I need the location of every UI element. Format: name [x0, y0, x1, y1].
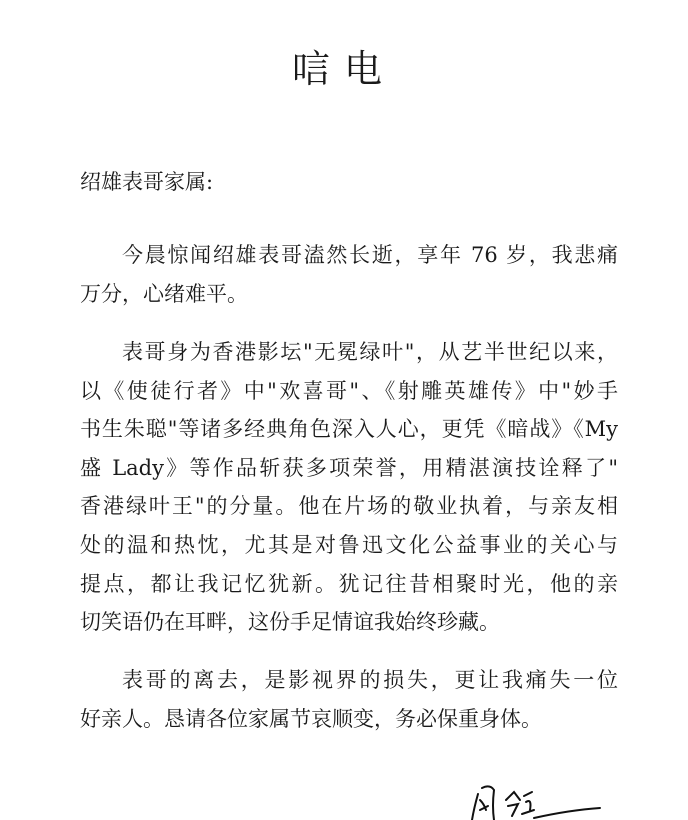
greeting: 绍雄表哥家属: [80, 170, 214, 194]
text-line: 今晨惊闻绍雄表哥溘然长逝，享年 76 岁，我悲痛 [122, 243, 618, 267]
text-line: 万分，心绪难平。 [80, 281, 248, 306]
paragraph-3 [80, 661, 618, 738]
text-line: 以《使徒行者》中"欢喜哥"、《射雕英雄传》中"妙手 [80, 378, 618, 403]
handwritten-signature [460, 780, 680, 820]
document-title: 唁电 [291, 47, 396, 91]
text-line: 盛 Lady》等作品斩获多项荣誉，用精湛演技诠释了" [80, 455, 618, 480]
paragraph-2 [80, 333, 618, 642]
text-line: 书生朱聪"等诸多经典角色深入人心，更凭《暗战》《My [80, 417, 618, 442]
paragraph-1 [80, 236, 618, 313]
text-line: 表哥的离去，是影视界的损失，更让我痛失一位 [122, 668, 618, 692]
text-line: 切笑语仍在耳畔，这份手足情谊我始终珍藏。 [80, 610, 500, 635]
text-line: 表哥身为香港影坛"无冕绿叶"，从艺半世纪以来， [122, 340, 618, 364]
text-line: 好亲人。恳请各位家属节哀顺变，务必保重身体。 [80, 706, 542, 731]
text-line: 提点，都让我记忆犹新。犹记往昔相聚时光，他的亲 [80, 571, 618, 596]
text-line: 香港绿叶王"的分量。他在片场的敬业执着，与亲友相 [80, 494, 618, 519]
text-line: 处的温和热忱，尤其是对鲁迅文化公益事业的关心与 [80, 532, 618, 557]
